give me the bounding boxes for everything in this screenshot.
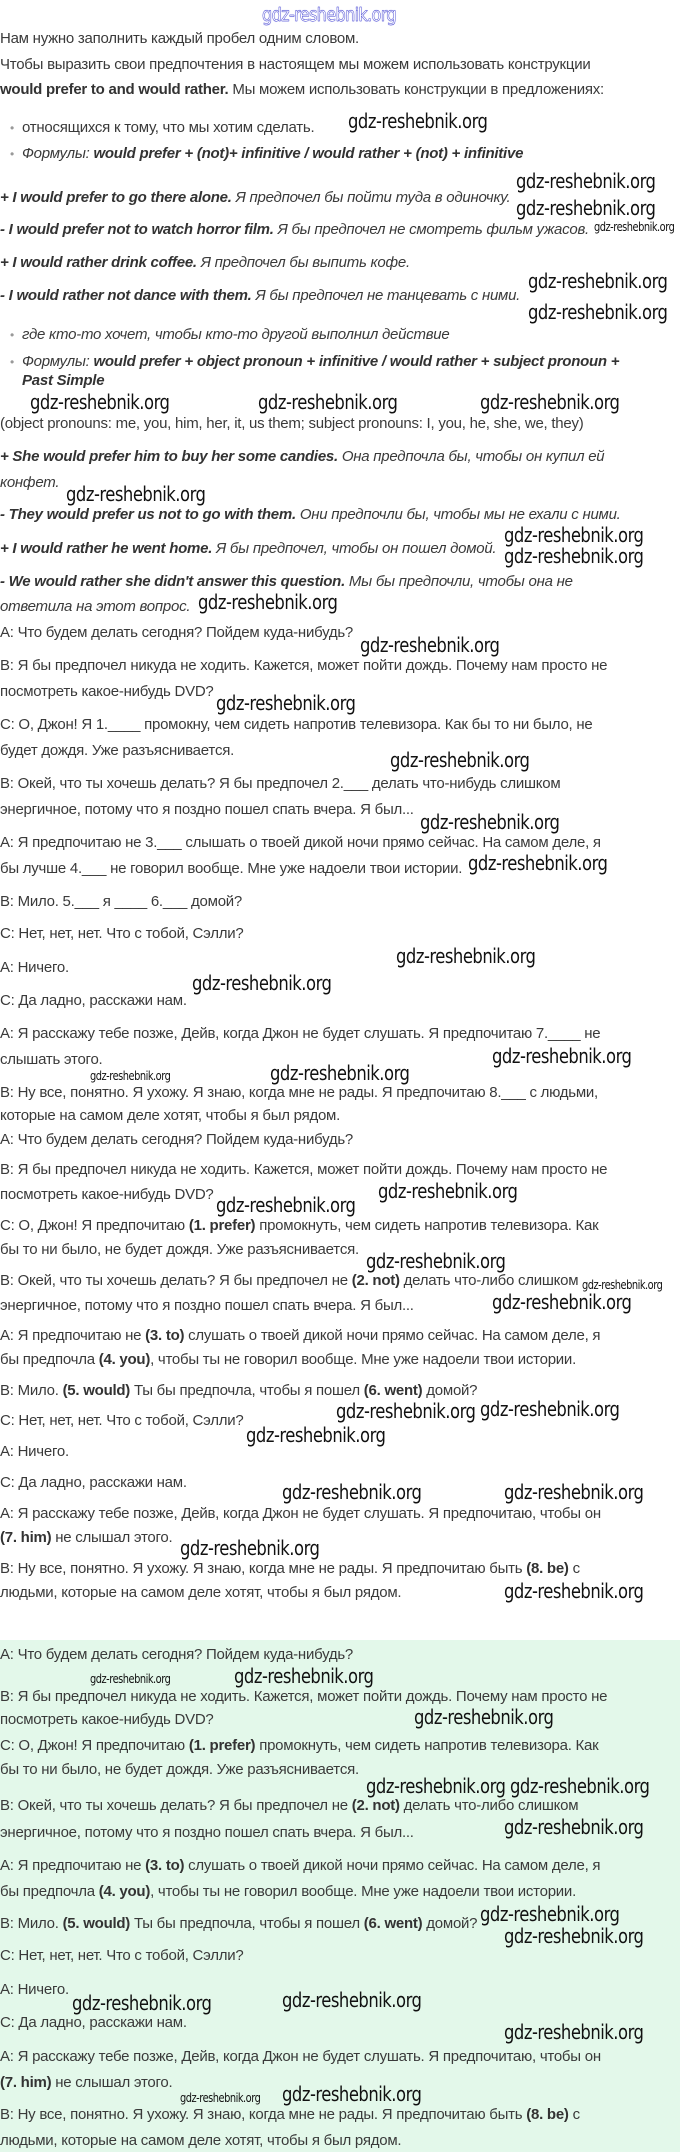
bullet-icon: • [10, 147, 14, 161]
watermark-text: gdz-reshebnik.org [528, 269, 668, 293]
text-segment: C: Нет, нет, нет. Что с тобой, Сэлли? [0, 1412, 244, 1429]
text-line [0, 716, 593, 734]
watermark-text: gdz-reshebnik.org [366, 1774, 506, 1798]
text-segment: слушать о твоей дикой ночи прямо сейчас. На самом деле, я [184, 1327, 601, 1344]
emphasis-text: - They would prefer us not to go with them. [0, 506, 296, 523]
text-segment: людьми, которые на самом деле хотят, чтобы я был рядом. [0, 1584, 402, 1601]
text-line [0, 1711, 214, 1729]
watermark-text: gdz-reshebnik.org [366, 1249, 506, 1273]
watermark-text: gdz-reshebnik.org [360, 633, 500, 657]
text-segment: Я бы предпочел не танцевать с ними. [251, 287, 521, 304]
text-line [0, 1161, 607, 1179]
text-segment: Я предпочел бы выпить кофе. [196, 254, 410, 271]
emphasis-text: - We would rather she didn't answer this question. [0, 573, 345, 590]
text-line [0, 1688, 607, 1706]
watermark-text: gdz-reshebnik.org [282, 1480, 422, 1504]
text-line [0, 474, 59, 492]
text-line [0, 1412, 243, 1430]
text-segment: с [568, 2106, 580, 2123]
emphasis-text: + I would rather he went home. [0, 540, 213, 557]
text-line [0, 1474, 187, 1492]
text-line [0, 1560, 580, 1578]
emphasis-text: Past Simple [22, 372, 105, 389]
text-line [0, 1883, 576, 1901]
watermark-text: gdz-reshebnik.org [90, 1672, 171, 1686]
text-segment: не слышал этого. [51, 1529, 173, 1546]
text-segment: C: Нет, нет, нет. Что с тобой, Сэлли? [0, 925, 244, 942]
watermark-text: gdz-reshebnik.org [390, 748, 530, 772]
text-line [0, 1529, 172, 1547]
emphasis-text: - I would prefer not to watch horror film. [0, 221, 274, 238]
emphasis-text: (7. him) [0, 2074, 52, 2091]
watermark-text: gdz-reshebnik.org [216, 691, 356, 715]
text-segment: Я бы предпочел не смотреть фильм ужасов. [273, 221, 589, 238]
text-segment: бы предпочла [0, 1883, 99, 1900]
bullet-icon: • [10, 121, 14, 135]
text-segment: с [568, 1560, 580, 1577]
text-line [0, 1241, 359, 1259]
text-line [0, 1351, 576, 1369]
text-line [0, 683, 214, 701]
text-line [0, 893, 242, 911]
emphasis-text: would prefer + object pronoun + infinitive / would rather + subject pronoun + [93, 353, 620, 370]
text-segment: Формулы: [22, 353, 94, 370]
text-segment: B: Я бы предпочел никуда не ходить. Кажется, может пойти дождь. Почему нам просто не [0, 657, 608, 674]
text-line [0, 2048, 601, 2066]
watermark-text: gdz-reshebnik.org [516, 169, 656, 193]
text-line [0, 415, 583, 433]
text-segment: A: Что будем делать сегодня? Пойдем куда-нибудь? [0, 624, 354, 641]
text-line [0, 1443, 69, 1461]
emphasis-text: (6. went) [363, 1382, 423, 1399]
text-line [0, 1947, 243, 1965]
text-line [0, 1297, 414, 1315]
text-line [0, 1797, 578, 1815]
watermark-text: gdz-reshebnik.org [504, 1815, 644, 1839]
emphasis-text: (1. prefer) [188, 1737, 256, 1754]
text-segment: A: Ничего. [0, 1443, 69, 1460]
text-segment: C: Да ладно, расскажи нам. [0, 2014, 187, 2031]
text-line [0, 834, 601, 852]
text-line [0, 2014, 187, 2032]
text-segment: A: Я предпочитаю не 3.___ слышать о твоей дикой ночи прямо сейчас. На самом деле, я [0, 834, 601, 851]
emphasis-text: (3. to) [145, 1327, 185, 1344]
emphasis-text: (4. you) [98, 1883, 151, 1900]
text-segment: домой? [422, 1382, 478, 1399]
text-segment: Я предпочел бы пойти туда в одиночку. [231, 189, 511, 206]
watermark-text: gdz-reshebnik.org [528, 300, 668, 324]
text-segment: Я бы предпочел, чтобы он пошел домой. [212, 540, 497, 557]
text-segment: B: Окей, что ты хочешь делать? Я бы предпочел 2.___ делать что-нибудь слишком [0, 775, 561, 792]
text-line [0, 598, 190, 616]
emphasis-text: (5. would) [62, 1382, 131, 1399]
text-line [0, 1217, 598, 1235]
text-segment: людьми, которые на самом деле хотят, чтобы я был рядом. [0, 2132, 402, 2149]
text-line [0, 959, 69, 977]
emphasis-text: (2. not) [351, 1272, 400, 1289]
watermark-text: gdz-reshebnik.org [192, 971, 332, 995]
text-line [0, 2132, 401, 2150]
text-line [0, 1981, 69, 1999]
text-segment: делать что-либо слишком [399, 1797, 579, 1814]
text-segment: бы лучше 4.___ не говорил вообще. Мне уже надоели твои истории. [0, 860, 463, 877]
text-segment: энергичное, потому что я поздно пошел спать вчера. Я был... [0, 1297, 414, 1314]
watermark-text: gdz-reshebnik.org [396, 944, 536, 968]
watermark-text: gdz-reshebnik.org [348, 109, 488, 133]
watermark-text: gdz-reshebnik.org [504, 544, 644, 568]
emphasis-text: (1. prefer) [188, 1217, 256, 1234]
emphasis-text: (4. you) [98, 1351, 151, 1368]
text-segment: Мы бы предпочли, чтобы она не [345, 573, 573, 590]
text-segment: Ты бы предпочла, чтобы я пошел [130, 1382, 364, 1399]
text-segment: слышать этого. [0, 1051, 103, 1068]
text-segment: , чтобы ты не говорил вообще. Мне уже надоели твои истории. [150, 1351, 576, 1368]
text-segment: B: Ну все, понятно. Я ухожу. Я знаю, когда мне не рады. Я предпочитаю быть [0, 2106, 527, 2123]
emphasis-text: + I would prefer to go there alone. [0, 189, 232, 206]
emphasis-text: (3. to) [145, 1857, 185, 1874]
bullet-icon: • [10, 355, 14, 369]
text-line [10, 353, 620, 371]
text-segment: B: Ну все, понятно. Я ухожу. Я знаю, когда мне не рады. Я предпочитаю 8.___ с людьми, [0, 1084, 598, 1101]
text-segment: посмотреть какое-нибудь DVD? [0, 1711, 214, 1728]
watermark-text: gdz-reshebnik.org [480, 390, 620, 414]
text-segment: конфет. [0, 474, 60, 491]
watermark-text: gdz-reshebnik.org [66, 482, 206, 506]
watermark-text: gdz-reshebnik.org [504, 523, 644, 547]
text-line [0, 1272, 578, 1290]
text-segment: A: Я расскажу тебе позже, Дейв, когда Джон не будет слушать. Я предпочитаю, чтобы он [0, 2048, 601, 2065]
emphasis-text: (7. him) [0, 1529, 52, 1546]
text-line [0, 254, 410, 272]
text-line [0, 189, 510, 207]
watermark-text: gdz-reshebnik.org [510, 1774, 650, 1798]
text-segment: бы предпочла [0, 1351, 99, 1368]
text-segment: A: Что будем делать сегодня? Пойдем куда-нибудь? [0, 1646, 354, 1663]
text-segment: B: Мило. [0, 1915, 63, 1932]
emphasis-text: (2. not) [351, 1797, 400, 1814]
text-segment: Мы можем использовать конструкции в предложениях: [228, 81, 604, 98]
text-line [0, 221, 589, 239]
text-line [0, 573, 573, 591]
text-segment: C: Да ладно, расскажи нам. [0, 1474, 187, 1491]
emphasis-text: would prefer + (not)+ infinitive / would rather + (not) + infinitive [93, 145, 524, 162]
text-segment: C: Да ладно, расскажи нам. [0, 992, 187, 1009]
text-line [0, 860, 462, 878]
text-line [0, 2074, 172, 2092]
text-segment: промокнуть, чем сидеть напротив телевизора. Как [255, 1217, 599, 1234]
watermark-text: gdz-reshebnik.org [90, 1069, 171, 1083]
text-line [0, 1025, 600, 1043]
text-segment: не слышал этого. [51, 2074, 173, 2091]
text-line [10, 119, 315, 137]
text-segment: A: Что будем делать сегодня? Пойдем куда-нибудь? [0, 1131, 354, 1148]
text-segment: Они предпочли бы, чтобы мы не ехали с ними. [295, 506, 621, 523]
text-segment: делать что-либо слишком [399, 1272, 579, 1289]
text-line [0, 1824, 414, 1842]
text-segment: B: Окей, что ты хочешь делать? Я бы предпочел не [0, 1797, 352, 1814]
text-segment: , чтобы ты не говорил вообще. Мне уже надоели твои истории. [150, 1883, 576, 1900]
watermark-text: gdz-reshebnik.org [504, 1579, 644, 1603]
watermark-text: gdz-reshebnik.org [594, 220, 675, 234]
text-line [0, 1915, 477, 1933]
text-line [0, 448, 604, 466]
text-segment: Нам нужно заполнить каждый пробел одним словом. [0, 30, 359, 47]
text-segment: B: Я бы предпочел никуда не ходить. Кажется, может пойти дождь. Почему нам просто не [0, 1161, 608, 1178]
watermark-text: gdz-reshebnik.org [516, 196, 656, 220]
watermark-text: gdz-reshebnik.org [246, 1423, 386, 1447]
text-segment: посмотреть какое-нибудь DVD? [0, 1186, 214, 1203]
bullet-icon: • [10, 328, 14, 342]
text-segment: энергичное, потому что я поздно пошел спать вчера. Я был... [0, 801, 414, 818]
text-segment: A: Я расскажу тебе позже, Дейв, когда Джон не будет слушать. Я предпочитаю, чтобы он [0, 1505, 601, 1522]
watermark-text: gdz-reshebnik.org [504, 1924, 644, 1948]
text-line [22, 372, 104, 390]
text-segment: бы то ни было, не будет дождя. Уже разъясниваетcя. [0, 1761, 359, 1778]
text-segment: промокнуть, чем сидеть напротив телевизора. Как [255, 1737, 599, 1754]
site-logo[interactable]: gdz-reshebnik.org [262, 4, 397, 26]
watermark-text: gdz-reshebnik.org [270, 1061, 410, 1085]
text-line [0, 1382, 477, 1400]
text-segment: бы то ни было, не будет дождя. Уже разъясниваетcя. [0, 1241, 359, 1258]
watermark-text: gdz-reshebnik.org [468, 851, 608, 875]
text-line [0, 30, 359, 48]
watermark-text: gdz-reshebnik.org [480, 1397, 620, 1421]
text-line [0, 992, 187, 1010]
text-segment: A: Я предпочитаю не [0, 1327, 146, 1344]
text-segment: посмотреть какое-нибудь DVD? [0, 683, 214, 700]
text-segment: Она предпочла бы, чтобы он купил ей [337, 448, 605, 465]
text-line [0, 925, 243, 943]
text-line [0, 1107, 340, 1125]
text-segment: энергичное, потому что я поздно пошел спать вчера. Я был... [0, 1824, 414, 1841]
watermark-text: gdz-reshebnik.org [282, 1988, 422, 2012]
text-segment: C: Нет, нет, нет. Что с тобой, Сэлли? [0, 1947, 244, 1964]
text-segment: Формулы: [22, 145, 94, 162]
text-segment: относящихся к тому, что мы хотим сделать. [22, 119, 315, 136]
emphasis-text: would prefer to and would rather. [0, 81, 229, 98]
emphasis-text: + I would rather drink coffee. [0, 254, 197, 271]
text-segment: Чтобы выразить свои предпочтения в настоящем мы можем использовать конструкции [0, 56, 591, 73]
text-line [0, 657, 607, 675]
text-line [0, 1131, 353, 1149]
text-segment: A: Ничего. [0, 959, 69, 976]
watermark-text: gdz-reshebnik.org [378, 1179, 518, 1203]
watermark-text: gdz-reshebnik.org [258, 390, 398, 414]
emphasis-text: (8. be) [526, 1560, 569, 1577]
text-line [0, 624, 353, 642]
text-line [0, 506, 621, 524]
text-segment: которые на самом деле хотят, чтобы я был рядом. [0, 1107, 341, 1124]
text-segment: B: Ну все, понятно. Я ухожу. Я знаю, когда мне не рады. Я предпочитаю быть [0, 1560, 527, 1577]
watermark-text: gdz-reshebnik.org [282, 2082, 422, 2106]
text-line [0, 1761, 359, 1779]
watermark-text: gdz-reshebnik.org [480, 1902, 620, 1926]
text-segment: будет дождя. Уже разъясниваетcя. [0, 742, 235, 759]
text-segment: B: Я бы предпочел никуда не ходить. Кажется, может пойти дождь. Почему нам просто не [0, 1688, 608, 1705]
text-line [0, 801, 414, 819]
watermark-text: gdz-reshebnik.org [492, 1044, 632, 1068]
text-line [10, 145, 524, 163]
text-segment: слушать о твоей дикой ночи прямо сейчас. На самом деле, я [184, 1857, 601, 1874]
emphasis-text: - I would rather not dance with them. [0, 287, 252, 304]
text-line [0, 540, 496, 558]
watermark-text: gdz-reshebnik.org [420, 810, 560, 834]
watermark-text: gdz-reshebnik.org [504, 2020, 644, 2044]
watermark-text: gdz-reshebnik.org [30, 390, 170, 414]
text-segment: B: Мило. 5.___ я ____ 6.___ домой? [0, 893, 243, 910]
text-segment: A: Я расскажу тебе позже, Дейв, когда Джон не будет слушать. Я предпочитаю 7.____ не [0, 1025, 601, 1042]
text-line [0, 1186, 214, 1204]
text-segment: A: Ничего. [0, 1981, 69, 1998]
text-line [0, 1327, 600, 1345]
text-line [0, 775, 560, 793]
text-line [0, 56, 590, 74]
watermark-text: gdz-reshebnik.org [504, 1480, 644, 1504]
text-segment: ответила на этот вопрос. [0, 598, 191, 615]
text-line [0, 742, 234, 760]
text-line [10, 326, 450, 344]
watermark-text: gdz-reshebnik.org [336, 1399, 476, 1423]
watermark-text: gdz-reshebnik.org [234, 1664, 374, 1688]
watermark-text: gdz-reshebnik.org [492, 1290, 632, 1314]
emphasis-text: + She would prefer him to buy her some candies. [0, 448, 338, 465]
text-line [0, 81, 604, 99]
text-segment: где кто-то хочет, чтобы кто-то другой выполнил действие [22, 326, 450, 343]
text-line [0, 1051, 102, 1069]
text-line [0, 287, 520, 305]
watermark-text: gdz-reshebnik.org [582, 1278, 663, 1292]
text-segment: B: Мило. [0, 1382, 63, 1399]
watermark-text: gdz-reshebnik.org [72, 1991, 212, 2015]
text-line [0, 1084, 598, 1102]
text-line [0, 1646, 353, 1664]
text-segment: C: O, Джон! Я предпочитаю [0, 1737, 189, 1754]
watermark-text: gdz-reshebnik.org [414, 1705, 554, 1729]
text-line [0, 2106, 580, 2124]
watermark-text: gdz-reshebnik.org [198, 590, 338, 614]
text-segment: C: O, Джон! Я предпочитаю [0, 1217, 189, 1234]
text-line [0, 1584, 401, 1602]
text-segment: B: Окей, что ты хочешь делать? Я бы предпочел не [0, 1272, 352, 1289]
emphasis-text: (5. would) [62, 1915, 131, 1932]
watermark-text: gdz-reshebnik.org [180, 2091, 261, 2105]
text-line [0, 1857, 600, 1875]
emphasis-text: (8. be) [526, 2106, 569, 2123]
text-line [0, 1505, 601, 1523]
emphasis-text: (6. went) [363, 1915, 423, 1932]
text-segment: A: Я предпочитаю не [0, 1857, 146, 1874]
text-segment: (object pronouns: me, you, him, her, it, us them; subject pronouns: I, you, he, she, we, they) [0, 415, 584, 432]
text-segment: Ты бы предпочла, чтобы я пошел [130, 1915, 364, 1932]
watermark-text: gdz-reshebnik.org [216, 1193, 356, 1217]
text-line [0, 1737, 598, 1755]
text-segment: домой? [422, 1915, 478, 1932]
watermark-text: gdz-reshebnik.org [180, 1536, 320, 1560]
text-segment: C: O, Джон! Я 1.____ промокну, чем сидеть напротив телевизора. Как бы то ни было, не [0, 716, 593, 733]
